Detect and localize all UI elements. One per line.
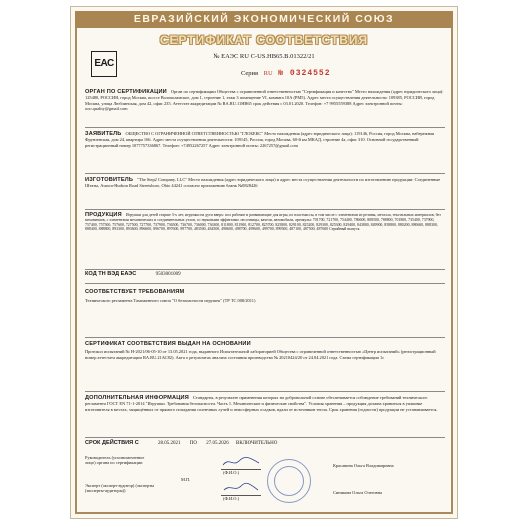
divider [85, 127, 445, 128]
hs-code-row [85, 271, 181, 277]
requirements-text: Технического регламента Таможенного союза "О безопасности игрушек" (ТР ТС 008/2011) [85, 298, 256, 304]
divider [85, 173, 445, 174]
requirements-section [85, 289, 445, 304]
certificate-border [75, 11, 453, 514]
extra-info-section [85, 395, 445, 412]
eac-mark-logo: ЕАС [91, 51, 117, 77]
requirements-label: СООТВЕТСТВУЕТ ТРЕБОВАНИЯМ [85, 289, 185, 295]
hs-code-label: КОД ТН ВЭД ЕАЭС [85, 271, 137, 277]
to-word: ПО [189, 441, 197, 446]
expert-signature-mark [221, 481, 261, 495]
expert-role: Эксперт (эксперт-аудитор) (эксперты (эксперты-аудиторы)) [85, 483, 155, 494]
serial-series: RU [263, 70, 273, 77]
union-header: ЕВРАЗИЙСКИЙ ЭКОНОМИЧЕСКИЙ СОЮЗ [75, 11, 453, 28]
head-signature-hint: (Ф.И.О.) [223, 470, 240, 475]
basis-label: СЕРТИФИКАТ СООТВЕТСТВИЯ ВЫДАН НА ОСНОВАНИИ [85, 341, 251, 347]
organ-label: ОРГАН ПО СЕРТИФИКАЦИИ [85, 89, 167, 95]
organ-text: Орган по сертификации Общества с ограниченной ответственностью "Сертификация и качество" Место нахождения (адрес юридического лица): 125480, РОССИЯ, город Москва, шоссе Волоколамское, дом 1, строение 1, этаж 3 помещение VI, комната 10А (РМ5). Адрес места осуществления деятельности: 109385, РОССИЯ, город Москва, улица Люблинская, дом 42, офис 235. Аттестат аккредитации № RA.RU.11НВ65 срок действия с 03.01.2020. Телефон: +7 9955559388 Адрес электронной почты: ooo.quality@gmail.com [85, 89, 444, 112]
divider [85, 283, 445, 284]
head-name: Красавина Ольга Владимировна [333, 463, 394, 468]
product-label: ПРОДУКЦИЯ [85, 212, 122, 218]
stamp-label: М.П. [181, 477, 191, 482]
certificate-sheet [70, 6, 458, 519]
hs-code-value: 9503001009 [155, 272, 181, 277]
organ-section [85, 89, 445, 112]
product-section [85, 213, 445, 232]
inclusive-word: ВКЛЮЧИТЕЛЬНО [235, 441, 278, 446]
product-text: Игрушки для детей старше 3-х лет, игрушки на дуги вверх: пол рабочие и развивающие для игры, из пластмассы, в том числе с элементами из резины, металла, текстильных материалов, без механизмов, с элементами механических и соединительных узлов, со звуковыми эффектами: песочницы, качели, автомобили, артикулы: 701700, 721700, 754400, 786600, 808500, 788800, 701800, 735400, 737900, 757400, 757500, 757600, 727500, 727700, 737900, 736500, 736700, 736000, 736300, 811800, 811900, 812700, 825700, 825800, 829100, 825200, 829300, 825300, 829400, 843800, 849900, 858800, 880200, 880600, 888300, 888400, 888800, 893300, 893600, 896600, 896700, 897600, 897700, 483500, 484500, 498600, 498700, 499600, 499700, 899500, 487100, 487500, 487600 Серийный выпуск [85, 213, 441, 232]
serial-line [241, 69, 331, 78]
extra-info-text: Стандарты, в результате применения которых на добровольной основе обеспечивается соблюдение требований технического регламента ГОСТ EN 71-1-2014 "Игрушки. Требования безопасности. Часть 1. Механические и физические свойства". Условия хранения – продукция должна храниться в упаковке изготовителя в местах, защищённых от прямого попадания солнечных лучей и атмосферных осадков, вдали от источников тепла. Срок хранения (годности) продукции не устанавливается. [85, 395, 438, 412]
manufacturer-section [85, 177, 445, 189]
basis-section [85, 341, 445, 360]
divider [85, 391, 445, 392]
divider [85, 337, 445, 338]
head-signature-mark [221, 455, 261, 469]
divider [85, 209, 445, 210]
divider [85, 437, 445, 438]
applicant-label: ЗАЯВИТЕЛЬ [85, 131, 122, 137]
certificate-title: СЕРТИФИКАТ СООТВЕТСТВИЯ [159, 33, 369, 47]
applicant-section [85, 131, 445, 148]
manufacturer-text: "The Step2 Company, LLC" Место нахождения (адрес юридического лица) и адрес места осуществления деятельности по изготовлению продукции: Соединенные Штаты, Aurora-Hudson Road Streetsboro, Ohio 44241 согласно приложению бланк №0828426 [85, 177, 441, 189]
expert-name: Синикова Ольга Олеговна [333, 490, 382, 495]
certificate-number: № ЕАЭС RU С-US.НВ65.В.01322/21 [213, 53, 315, 60]
validity-label: СРОК ДЕЙСТВИЯ С [85, 440, 139, 446]
manufacturer-label: ИЗГОТОВИТЕЛЬ [85, 177, 134, 183]
basis-text: Протокол испытаний № Н-2021/06-05-10 от 13.05.2021 года, выданного Испытательной лабораторией Общества с ограниченной ответственностью «Центр испытаний» (регистрационный номер аттестата аккредитации RA.RU.21АС82). Акта о результатах анализа состояния производства № 20210424/20 от 24.04.2021 года. Схема сертификации 1с [85, 349, 436, 360]
stamp-seal [267, 459, 311, 503]
date-to: 27.05.2026 [206, 441, 229, 446]
validity-row [85, 440, 277, 446]
applicant-text: ОБЩЕСТВО С ОГРАНИЧЕННОЙ ОТВЕТСТВЕННОСТЬЮ "ГЛОБЕКС" Место нахождения (адрес юридического лица): 119146, Россия, город Москва, набережная Фрунзенская, дом 24, квартира 166. Адрес места осуществления деятельности: 109145, Россия, город Москва, 60-й км МКАД, строение 4а, офис 310. Основной государственный регистрационный номер 1077757336867. Телефон: +74952267257 Адрес электронной почты: 2267257@gmail.com [85, 131, 435, 148]
extra-info-label: ДОПОЛНИТЕЛЬНАЯ ИНФОРМАЦИЯ [85, 395, 189, 401]
serial-label: Серия [241, 70, 259, 77]
divider [85, 269, 445, 270]
date-from: 28.05.2021 [158, 441, 181, 446]
serial-number: № 0324552 [278, 69, 331, 78]
head-role: Руководитель (уполномоченное лицо) органа по сертификации [85, 455, 145, 466]
expert-signature-hint: (Ф.И.О.) [223, 496, 240, 501]
